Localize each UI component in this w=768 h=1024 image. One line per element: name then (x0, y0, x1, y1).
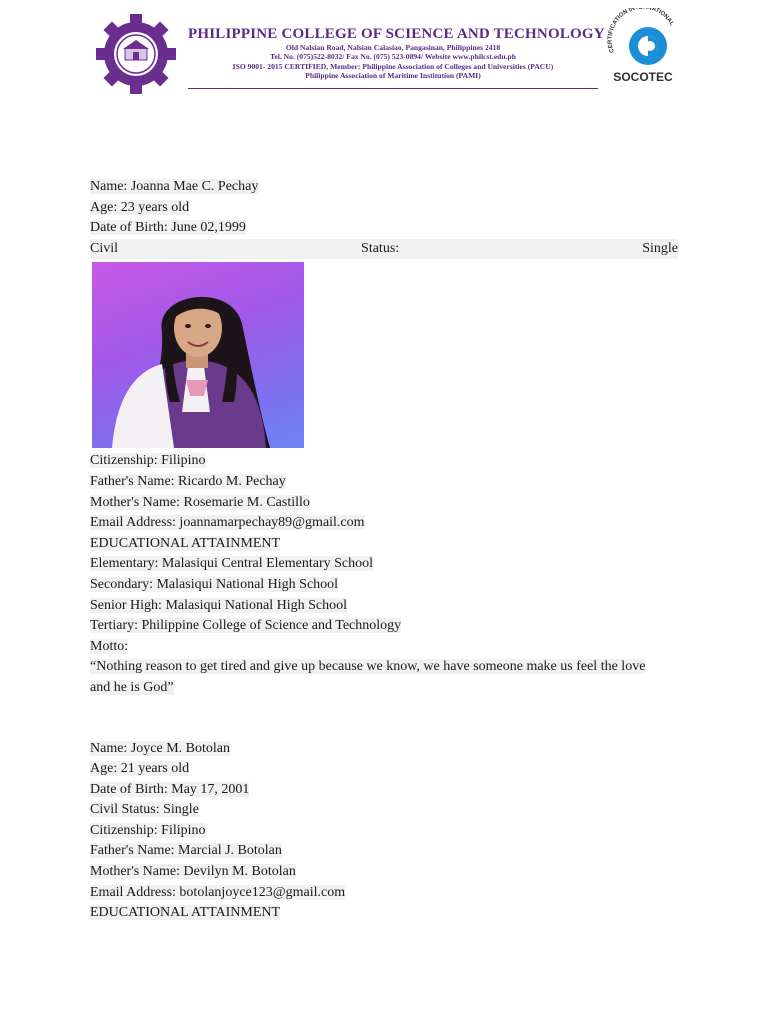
socotec-label: SOCOTEC (613, 70, 673, 84)
college-address: Old Nalsian Road, Nalsian Calasiao, Pangasinan, Philippines 2418 (285, 43, 501, 52)
certification-badge (604, 8, 682, 92)
person1-citizenship: Citizenship: Filipino (90, 453, 206, 469)
person1-name: Name: Joanna Mae C. Pechay (90, 179, 259, 194)
person1-father: Father's Name: Ricardo M. Pechay (90, 473, 286, 489)
person1-motto-label: Motto: (90, 638, 129, 654)
person2-civil-status: Civil Status: Single (90, 802, 199, 818)
college-name: PHILIPPINE COLLEGE OF SCIENCE AND TECHNOLOGY (188, 26, 605, 42)
letterhead-text (188, 26, 605, 81)
college-association: Philippine Association of Maritime Institution (PAMI) (305, 71, 481, 81)
status-word: Status: (361, 240, 400, 256)
person1-email: Email Address: joannamarpechay89@gmail.com (90, 515, 365, 531)
person1-motto-text: “Nothing reason to get tired and give up because we know, we have someone make us feel the love and he is God” (90, 659, 646, 695)
letterhead (92, 8, 682, 92)
person1-dob: Date of Birth: June 02,1999 (90, 220, 246, 236)
person2-citizenship: Citizenship: Filipino (90, 822, 206, 838)
person1-mother: Mother's Name: Rosemarie M. Castillo (90, 494, 310, 510)
svg-text:CERTIFICATION INTERNATIONAL: CERTIFICATION INT NATIONAL (607, 8, 675, 54)
person2-education-heading: EDUCATIONAL ATTAINMENT (90, 905, 281, 921)
person2-age: Age: 21 years old (90, 761, 190, 777)
civil-word: Civil (90, 240, 119, 256)
letterhead-rule (188, 88, 598, 89)
college-seal-logo (94, 12, 178, 96)
person1-tertiary: Tertiary: Philippine College of Science and Technology (90, 618, 402, 634)
person1-elementary: Elementary: Malasiqui Central Elementary School (90, 556, 374, 572)
person2-mother: Mother's Name: Devilyn M. Botolan (90, 864, 296, 880)
person1-education-heading: EDUCATIONAL ATTAINMENT (90, 535, 281, 551)
portrait-image (92, 262, 304, 448)
person1-civil-status (90, 239, 678, 260)
person2-name: Name: Joyce M. Botolan (90, 740, 230, 756)
document-body (90, 177, 678, 924)
section-gap (90, 699, 678, 739)
person2-dob: Date of Birth: May 17, 2001 (90, 781, 250, 797)
socotec-logo-icon (604, 8, 682, 70)
person2-father: Father's Name: Marcial J. Botolan (90, 843, 282, 859)
college-contact: Tel. No. (075)522-8032/ Fax No. (075) 523-0894/ Website www.philcst.edu.ph (270, 52, 516, 62)
person2-email: Email Address: botolanjoyce123@gmail.com (90, 884, 346, 900)
person1-senior-high: Senior High: Malasiqui National High School (90, 597, 348, 613)
person1-secondary: Secondary: Malasiqui National High School (90, 576, 339, 592)
person1-photo (92, 262, 304, 448)
person1-age: Age: 23 years old (90, 199, 190, 215)
college-certification: ISO 9001- 2015 CERTIFIED, Member: Philippine Association of Colleges and Universities (PACU) (232, 61, 554, 71)
civil-status-value: Single (642, 240, 678, 256)
